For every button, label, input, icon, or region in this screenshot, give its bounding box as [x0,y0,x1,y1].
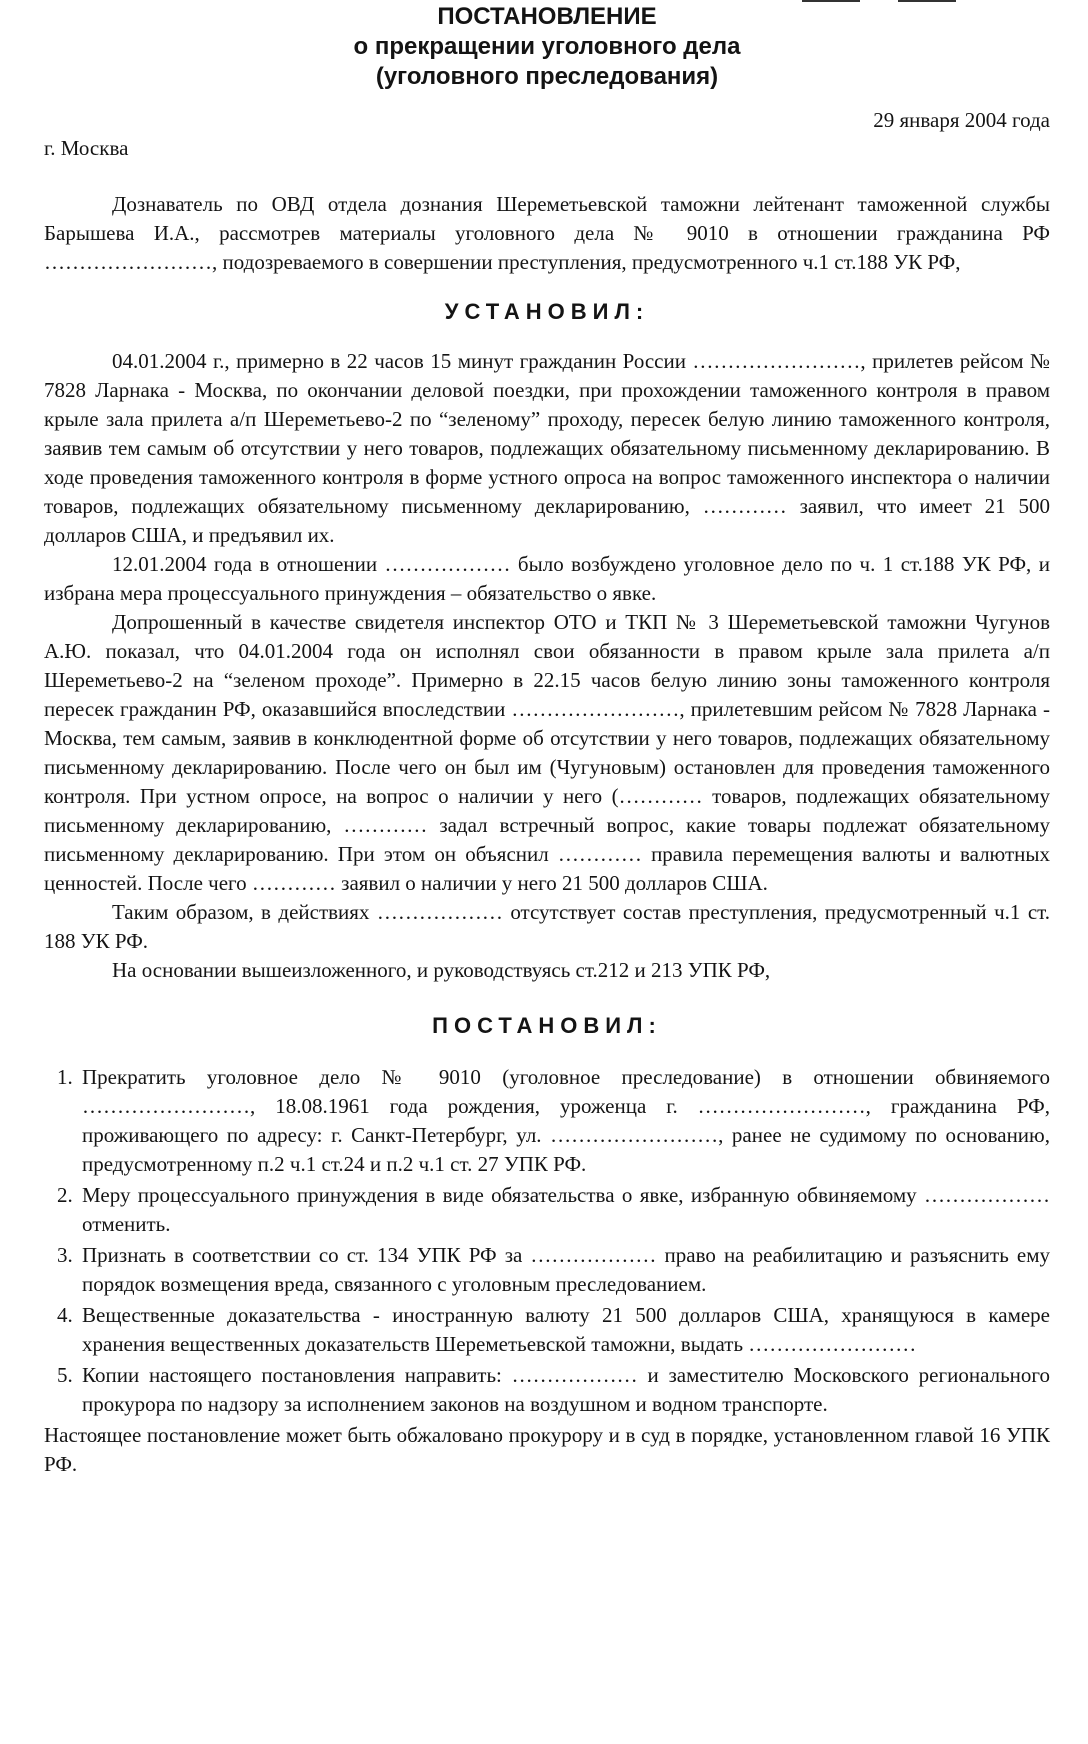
corner-mark-right [898,0,956,2]
established-paragraph-4: Таким образом, в действиях ……………… отсутствует состав преступления, предусмотренный ч.1 ст. 188 УК РФ. [44,900,1050,953]
corner-marks [764,0,956,18]
place-date-row [44,108,1050,178]
decision-item-3: 3. Признать в соответствии со ст. 134 УПК РФ за ……………… право на реабилитацию и разъяснить ему порядок возмещения вреда, связанного с уголовным преследованием. [78,1241,1050,1299]
decisions-list [44,1063,1050,1419]
appeal-paragraph: Настоящее постановление может быть обжаловано прокурору и в суд в порядке, установленном главой 16 УПК РФ. [44,1423,1050,1476]
decision-item-5: 5. Копии настоящего постановления направить: ……………… и заместителю Московского регионального прокурора по надзору за исполнением законов на воздушном и водном транспорте. [78,1361,1050,1419]
established-paragraph-1: 04.01.2004 г., примерно в 22 часов 15 минут гражданин России ……………………, прилетев рейсом № 7828 Ларнака - Москва, по окончании деловой поездки, при прохождении таможенного контроля в правом крыле зала прилета а/п Шереметьево-2 по “зеленому” проходу, пересек белую линию таможенного контроля, заявив тем самым об отсутствии у него товаров, подлежащих обязательному письменному декларированию. В ходе проведения таможенного контроля в форме устного опроса на вопрос таможенного инспектора о наличии товаров, подлежащих обязательному письменному декларированию, ………… заявил, что имеет 21 500 долларов США, и предъявил их. [44,349,1050,547]
document-subtitle-1: о прекращении уголовного дела [353,33,741,60]
decision-item-1: 1. Прекратить уголовное дело № 9010 (уголовное преследование) в отношении обвиняемого ……………………, 18.08.1961 года рождения, уроженца г. ……………………, гражданина РФ, проживающего по адресу: г. Санкт-Петербург, ул. ……………………, ранее не судимому по основанию, предусмотренному п.2 ч.1 ст.24 и п.2 ч.1 ст. 27 УПК РФ. [78,1063,1050,1179]
heading-established: УСТАНОВИЛ: [444,299,650,324]
established-paragraph-2: 12.01.2004 года в отношении ……………… было возбуждено уголовное дело по ч. 1 ст.188 УК РФ, и избрана мера процессуального принуждения – обязательство о явке. [44,552,1050,605]
established-paragraph-5: На основании вышеизложенного, и руководствуясь ст.212 и 213 УПК РФ, [112,958,771,982]
intro-paragraph: Дознаватель по ОВД отдела дознания Шереметьевской таможни лейтенант таможенной службы Барышева И.А., рассмотрев материалы уголовного дела № 9010 в отношении гражданина РФ ……………………, подозреваемого в совершении преступления, предусмотренного ч.1 ст.188 УК РФ, [44,192,1050,274]
decision-item-2: 2. Меру процессуального принуждения в виде обязательства о явке, избранную обвиняемому ……………… отменить. [78,1181,1050,1239]
heading-resolved: ПОСТАНОВИЛ: [432,1013,662,1038]
document-title: ПОСТАНОВЛЕНИЕ [437,3,657,30]
corner-mark-left [802,0,860,2]
city: г. Москва [44,136,129,160]
document-date: 29 января 2004 года [873,108,1050,132]
established-paragraph-3: Допрошенный в качестве свидетеля инспектор ОТО и ТКП № 3 Шереметьевской таможни Чугунов А.Ю. показал, что 04.01.2004 года он исполнял свои обязанности в правом крыле зала прилета а/п Шереметьево-2 на “зеленом проходе”. Примерно в 22.15 часов белую линию зоны таможенного контроля пересек гражданин РФ, оказавшийся впоследствии ……………………, прилетевшим рейсом № 7828 Ларнака - Москва, тем самым, заявив в конклюдентной форме об отсутствии у него товаров, подлежащих обязательному письменному декларированию. После чего он был им (Чугуновым) остановлен для проведения таможенного контроля. При устном опросе, на вопрос о наличии у него (………… товаров, подлежащих обязательному письменному декларированию, ………… задал встречный вопрос, какие товары подлежат обязательному письменному декларированию. При этом он объяснил ………… правила перемещения валюты и валютных ценностей. После чего ………… заявил о наличии у него 21 500 долларов США. [44,610,1050,895]
decision-item-4: 4. Вещественные доказательства - иностранную валюту 21 500 долларов США, хранящуюся в камере хранения вещественных доказательств Шереметьевской таможни, выдать …………………… [78,1301,1050,1359]
document-subtitle-2: (уголовного преследования) [375,63,719,90]
